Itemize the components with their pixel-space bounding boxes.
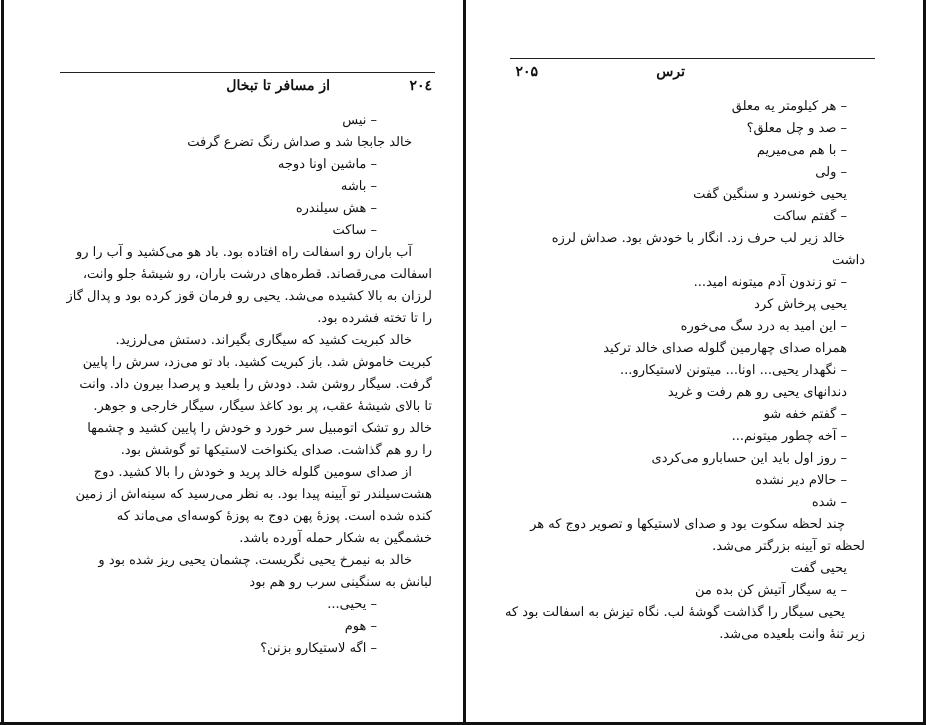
text-line: خالد زیر لب حرف زد. انگار با خودش بود. صداش لرزه — [551, 231, 845, 246]
running-header-title: ترس — [656, 64, 685, 80]
text-line: لبانش به سنگینی سرب رو هم بود — [249, 575, 432, 590]
book-gutter — [463, 0, 466, 725]
text-line: – هوم — [344, 619, 377, 634]
text-line: هشت‌سیلندر تو آیینه پیدا بود. به نظر می‌رسید که سینه‌اش از زمین — [75, 487, 432, 502]
text-line: گرفت. سیگار روشن شد. دودش را بلعید و پرصدا بیرون داد. وانت — [79, 377, 432, 392]
text-line: کبریت خاموش شد. باز کبریت کشید. باد تو می‌زد، سرش را پایین — [82, 355, 432, 370]
text-line: – صد و چل معلق؟ — [746, 121, 847, 136]
text-line: – ولی — [815, 165, 847, 180]
text-line: – اگه لاستیکارو بزنن؟ — [260, 641, 377, 656]
text-line: – تو زندون آدم میتونه امید... — [693, 275, 847, 290]
text-line: یحیی خونسرد و سنگین گفت — [693, 187, 847, 202]
text-line: تا بالای شیشهٔ عقب، پر بود کاغذ سیگار، سیگار خارجی و جوهر. — [93, 399, 432, 414]
text-line: – نیس — [342, 113, 377, 128]
header-rule — [510, 58, 875, 59]
text-line: اسفالت می‌رقصاند. قطره‌های درشت باران، رو شیشهٔ جلو وانت، — [82, 267, 432, 282]
header-rule — [60, 72, 435, 73]
text-line: دندانهای یحیی رو هم رفت و غرید — [667, 385, 847, 400]
text-line: – این امید به درد سگ می‌خوره — [680, 319, 847, 334]
text-line: از صدای سومین گلوله خالد پرید و خودش را بالا کشید. دوج — [93, 465, 412, 480]
text-line: – یحیی... — [327, 597, 377, 612]
running-header-title: از مسافر تا تبخال — [226, 78, 330, 94]
text-line: خالد رو تشک اتومبیل سر خورد و خودش را پایین کشید و چشمها — [87, 421, 432, 436]
text-line: – هش سیلندره — [295, 201, 377, 216]
page-number: ۲۰۵ — [515, 64, 538, 80]
page-number: ۲۰٤ — [409, 78, 432, 94]
text-line: – شده — [811, 495, 847, 510]
text-line: زیر تنهٔ وانت بلعیده می‌شد. — [719, 627, 865, 642]
text-line: آب باران رو اسفالت راه افتاده بود. باد هو می‌کشید و آب را رو — [75, 245, 412, 260]
text-line: یحیی گفت — [790, 561, 847, 576]
text-line: همراه صدای چهارمین گلوله صدای خالد ترکید — [603, 341, 847, 356]
text-line: را رو هم گذاشت. صدای یکنواخت لاستیکها تو گوشش بود. — [120, 443, 432, 458]
page-body-text — [47, 110, 432, 660]
text-line: – باشه — [340, 179, 377, 194]
text-line: – گفتم خفه شو — [763, 407, 847, 422]
text-line: – یه سیگار آتیش کن بده من — [694, 583, 847, 598]
text-line: – ساکت — [332, 223, 377, 238]
text-line: چند لحظه سکوت بود و صدای لاستیکها و تصویر دوج که هر — [530, 517, 845, 532]
text-line: لحظه تو آیینه بزرگتر می‌شد. — [712, 539, 865, 554]
text-line: – هر کیلومتر یه معلق — [731, 99, 847, 114]
text-line: – حالام دیر نشده — [755, 473, 847, 488]
text-line: داشت — [831, 253, 865, 268]
text-line: – با هم می‌میریم — [756, 143, 847, 158]
text-line: خالد کبریت کشید که سیگاری بگیراند. دستش می‌لرزید. — [115, 333, 412, 348]
text-line: کنده شده است. پوزهٔ پهن دوج به پوزهٔ کوسه‌ای می‌ماند که — [116, 509, 432, 524]
text-line: خشمگین به شکار حمله آورده باشد. — [239, 531, 432, 546]
text-line: را تا تخته فشرده بود. — [317, 311, 432, 326]
text-line: خالد جابجا شد و صداش رنگ تضرع گرفت — [187, 135, 412, 150]
text-line: – گفتم ساکت — [773, 209, 847, 224]
page-body-text — [500, 96, 865, 646]
text-line: لرزان به بالا کشیده می‌شد. یحیی رو فرمان قوز کرده بود و پدال گاز — [66, 289, 432, 304]
text-line: – آخه چطور میتونم... — [731, 429, 847, 444]
left-page — [40, 0, 440, 725]
right-page — [500, 0, 870, 725]
text-line: – نگهدار یحیی... اونا... میتونن لاستیکارو... — [620, 363, 847, 378]
text-line: یحیی سیگار را گذاشت گوشهٔ لب. نگاه تیزش به اسفالت بود که — [504, 605, 845, 620]
text-line: خالد به نیمرخ یحیی نگریست. چشمان یحیی ریز شده بود و — [98, 553, 412, 568]
text-line: – ماشین اونا دوجه — [277, 157, 377, 172]
text-line: یحیی پرخاش کرد — [754, 297, 847, 312]
text-line: – روز اول باید این حسابارو می‌کردی — [651, 451, 847, 466]
page-edge-left — [1, 0, 4, 725]
